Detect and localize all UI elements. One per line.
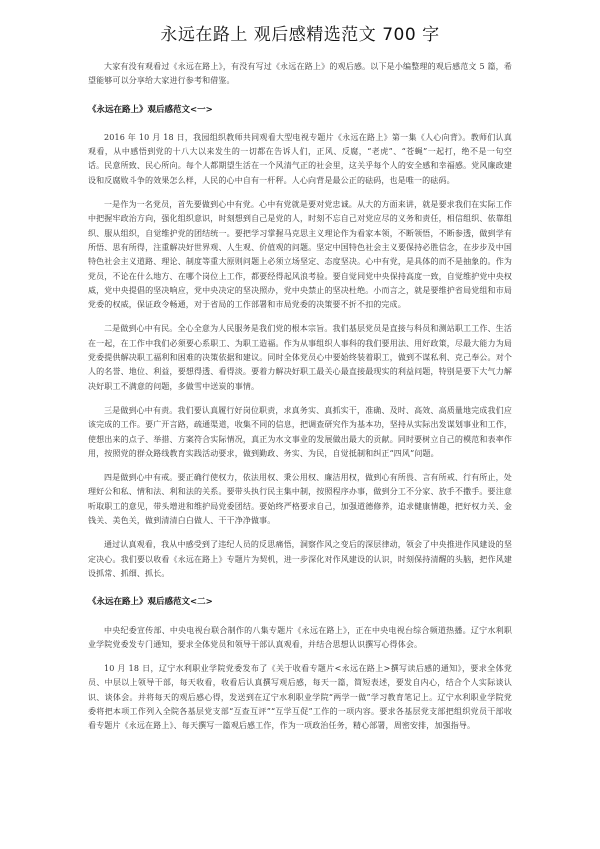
paragraph: 中央纪委宣传部、中央电视台联合制作的八集专题片《永远在路上》，正在中央电视台综合频道热播。辽宁水利职业学院党委发专门通知，要求全体党员和领导干部认真观看，并结合思想认识撰写心得体会。 — [88, 625, 512, 649]
paragraph: 10 月 18 日，辽宁水利职业学院党委发布了《关于收看专题片<永远在路上>撰写读后感的通知》，要求全体党员、中层以上领导干部，每天收看，收看后认真撰写观后感，每天一篇，简短表述，要发自内心，结合个人实际谈认识、谈体会。并将每天的观后感心得，发送到在辽宁水利职业学院“两学一做”学习教育笔记上。辽宁水利职业学院党委将把本项工作列入全院各基层党支部“互查互评”“互学互促”工作的一项内容。要求各基层党支部把组织党员干部收看专题片《永远在路上》、每天撰写一篇观后感工作，作为一项政治任务，精心部署，周密安排，加强指导。 — [88, 664, 512, 731]
document-body — [88, 60, 512, 744]
intro-paragraph: 大家有没有观看过《永远在路上》，有没有写过《永远在路上》的观后感。以下是小编整理的观后感范文 5 篇，希望能够可以分享给大家进行参考和借鉴。 — [88, 62, 512, 86]
page-title: 永远在路上 观后感精选范文 700 字 — [160, 25, 440, 45]
paragraph: 三是做到心中有责。我们要认真履行好岗位职责，求真务实、真抓实干，准确、及时、高效、高质量地完成我们应该完成的工作。要广开言路，疏通渠道，收集不同的信息，把调查研究作为基本功，坚持从实际出发谋划事业和工作，使想出来的点子、举措、方案符合实际情况，真正为水文事业的发展做出最大的贡献。同时要树立自己的模范和表率作用，按照党的群众路线教育实践活动要求，做到勤政、务实、为民，自觉抵制和纠正“四风”问题。 — [88, 405, 512, 458]
paragraph: 二是做到心中有民。全心全意为人民服务是我们党的根本宗旨。我们基层党员是直接与科员和测站职工工作、生活在一起，在工作中我们必须要心系职工、为职工造福。作为从事组织人事科的我们要用法、用好政策，尽最大能力为局党委提供解决职工福利和困难的决策依据和建议。同时全体党员心中要始终装着职工，做到不谋私利、克己奉公。对个人的名誉、地位、利益，要想得透、看得淡。要着力解决好职工最关心最直接最现实的利益问题，特别是要下大气力解决好职工不满意的问题，多做雪中送炭的事情。 — [88, 324, 512, 391]
section-heading-1 — [88, 103, 512, 117]
paragraph: 通过认真观看，我从中感受到了违纪人员的反思痛悟，洞察作风之变后的深层律动，领会了中央推进作风建设的坚定决心。我们要以收看《永远在路上》专题片为契机，进一步深化对作风建设的认识，时刻保持清醒的头脑，把作风建设抓常、抓细、抓长。 — [88, 540, 512, 578]
section-heading-1-text: 《永远在路上》观后感范文 — [88, 104, 191, 115]
section-heading-1-suffix: <一> — [190, 104, 213, 115]
paragraph: 四是做到心中有戒。要正确行使权力，依法用权、秉公用权、廉洁用权，做到心有所畏、言有所戒、行有所止，处理好公和私、情和法、利和法的关系。要带头执行民主集中制，按照程序办事，做到分工不分家、放手不撒手。要注意听取职工的意见，带头增进和维护局党委团结。要始终严格要求自己，加强道德修养，追求健康情趣，把好权力关、金钱关、美色关，做到清清白白做人、干干净净做事。 — [88, 473, 512, 526]
section-heading-2 — [88, 595, 512, 609]
paragraph: 2016 年 10 月 18 日，我园组织教师共同观看大型电视专题片《永远在路上》第一集《人心向背》。教师们认真观看，从中感悟到党的十八大以来发生的一切都在告诉人们，正风、反腐，“老虎”、“苍蝇”一起打，绝不是一句空话。民意所致、民心所向。每个人都期望生活在一个风清气正的社会里，这关乎每个人的安全感和幸福感。党风廉政建设和反腐败斗争的效果怎么样，人民的心中自有一杆秤。人心向背是最公正的砝码，也是唯一的砝码。 — [88, 132, 512, 185]
section-heading-2-suffix: <二> — [190, 597, 213, 608]
paragraph: 一是作为一名党员，首先要做到心中有党。心中有党就是要对党忠诚。从大的方面来讲，就是要求我们在实际工作中把握牢政治方向，强化组织意识，时刻想到自己是党的人，时刻不忘自己对党应尽的义务和责任，相信组织、依靠组织、服从组织，自觉维护党的团结统一。要把学习掌握马克思主义理论作为看家本领，不断领悟，不断参透，做到学有所悟、思有所得，注重解决好世界观、人生观、价值观的问题。坚定中国特色社会主义要保持必胜信念，在步步及中国特色社会主义道路、理论、制度等重大原则问题上必须立场坚定、态度坚决。心中有党，是具体的而不是抽象的。作为党员，不论在什么地方、在哪个岗位上工作，都要经得起风浪考验。要自觉同党中央保持高度一致，自觉维护党中央权威，党中央提倡的坚决响应，党中央决定的坚决照办，党中央禁止的坚决杜绝。小而言之，就是要维护省局党组和市局党委的权威，保证政令畅通，对于省局的工作部署和市局党委的决策要不折不扣的完成。 — [88, 200, 512, 310]
section-heading-2-text: 《永远在路上》观后感范文 — [88, 597, 191, 608]
